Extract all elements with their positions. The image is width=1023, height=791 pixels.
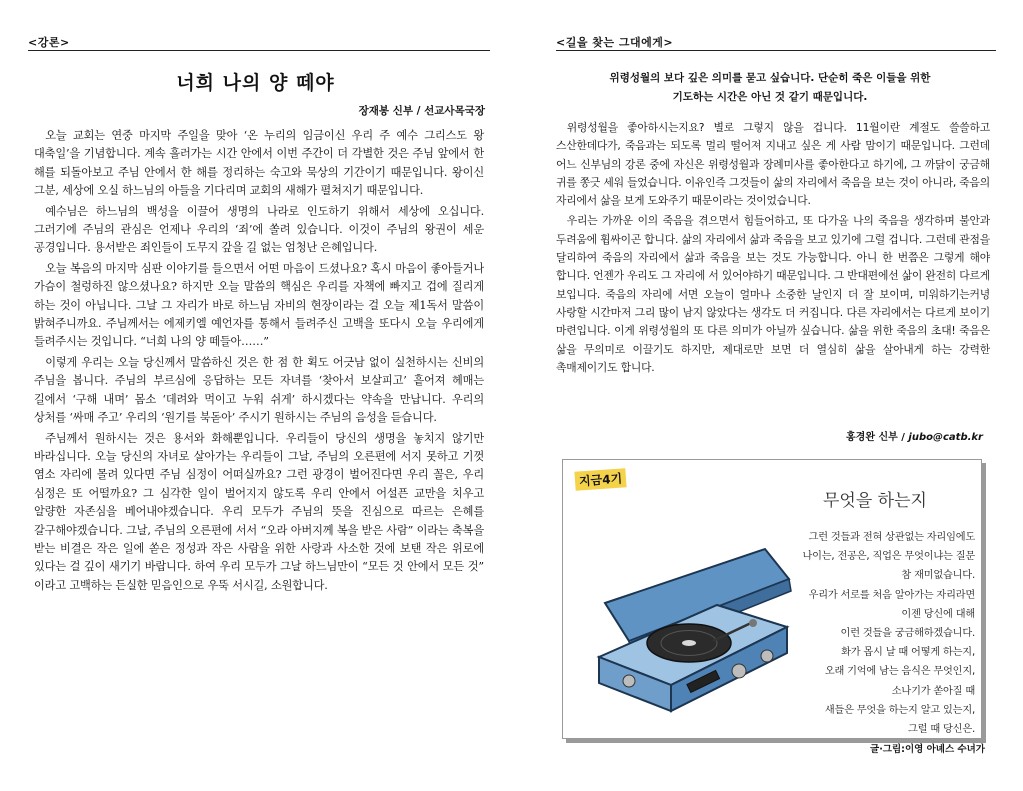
- article-title: 너희 나의 양 떼야: [176, 72, 335, 94]
- poem-line: 참 재미없습니다.: [901, 570, 975, 582]
- header-rule: [556, 50, 996, 51]
- paragraph: 예수님은 하느님의 백성을 이끌어 생명의 나라로 인도하기 위해서 세상에 오십니다. 그러기에 주님의 관심은 언제나 우리의 ‘죄’에 쏠려 있습니다. 이것이 주님의 왕권이 세운 공경입니다. 용서받은 죄인들이 도무지 갚을 길 없는 엄청난 은혜입니다.: [34, 204, 484, 255]
- illustration-credit: 글·그림:이영 아녜스 수녀가: [870, 744, 985, 755]
- record-label: [682, 640, 696, 646]
- article-byline: 장재봉 신부 / 선교사목국장: [358, 105, 485, 117]
- byline-email: jubo@catb.kr: [908, 432, 983, 443]
- speaker-grille: [732, 664, 746, 678]
- poem-line: 화가 몹시 날 때 어떻게 하는지,: [841, 647, 975, 659]
- illustration-title: 무엇을 하는지: [823, 491, 927, 511]
- paragraph: 이렇게 우리는 오늘 당신께서 말씀하신 것은 한 점 한 획도 어긋남 없이 실천하시는 신비의 주님을 봅니다. 주님의 부르심에 응답하는 모든 자녀를 ‘찾아서 보살피고’ 흩어져 헤매는 길에서 ‘구해 내며’ 몸소 ‘데려와 먹이고 누워 쉬게’ 하시겠다는 약속을 만납니다. 우리의 상처를 ‘싸매 주고’ 우리의 ‘원기를 북돋아’ 주시기 원하시는 주님의 음성을 듣습니다.: [34, 355, 484, 425]
- answer-body: [556, 119, 990, 379]
- paragraph: 주님께서 원하시는 것은 용서와 화해뿐입니다. 우리들이 당신의 생명을 놓치지 않기만 바라십니다. 오늘 당신의 자녀로 살아가는 우리들이 그날, 주님의 오른편에 서지 못하고 기껏 염소 자리에 몰려 있다면 주님 심정이 어떠실까요? 그런 광경이 벌어진다면 우리 꼴은, 우리 심정은 또 어떨까요? 그 심각한 일이 벌어지지 않도록 우리 안에서 어설픈 교만을 치우고 알량한 자존심을 베어내야겠습니다. 우리 모두가 주님의 뜻을 진심으로 따르는 은혜를 갈구해야겠습니다. 그날, 주님의 오른편에 서서 “오라 아버지께 복을 받은 사람” 이라는 축복을 받는 비결은 작은 일에 쏟은 정성과 작은 사람을 위한 사랑과 사소한 것에 보탠 작은 위로에 있다는 걸 깊이 새기기 바랍니다. 하여 우리 모두가 그날 하느님만이 “모든 것 안에서 모든 것” 이라고 고백하는 든실한 믿음인으로 우뚝 서시길, 소원합니다.: [34, 431, 484, 592]
- right-page: [512, 0, 1023, 791]
- intro-question: [570, 69, 970, 107]
- left-page: [0, 0, 511, 791]
- section-tag: <길을 찾는 그대에게>: [556, 36, 674, 49]
- speaker-grille: [623, 675, 635, 687]
- paragraph: 오늘 복음의 마지막 심판 이야기를 들으면서 어떤 마음이 드셨나요? 혹시 마음이 좋아들거나 가슴이 철렁하진 않으셨나요? 하지만 오늘 말씀의 핵심은 우리를 자책에 빠지고 겁에 질리게 하는 것이 아닙니다. 그날 그 자리가 바로 하느님 자비의 현장이라는 걸 오늘 제1독서 말씀이 밝혀주니까요. 주님께서는 에제키엘 예언자를 통해서 들려주신 고백을 또다시 오늘 우리에게 들려주시는 것입니다. “너희 나의 양 떼들아……”: [34, 261, 484, 349]
- article-body: [34, 127, 484, 597]
- section-tag: <강론>: [28, 36, 70, 49]
- poem-line: 새들은 무엇을 하는지 알고 있는지,: [824, 704, 975, 716]
- poem-line: 나이는, 전공은, 직업은 무엇이냐는 질문: [802, 551, 975, 563]
- poem-line: 이젠 당신에 대해: [901, 608, 975, 620]
- paragraph: 위령성월을 좋아하시는지요? 별로 그렇지 않을 겁니다. 11월이란 계절도 쓸쓸하고 스산한데다가, 죽음과는 되도록 멀리 떨어져 지내고 싶은 게 사람 맘이기 때문입니다. 그런데 어느 신부님의 강론 중에 자신은 위령성월과 장례미사를 좋아한다고 하기에, 그 까닭이 궁금해 귀를 쫑긋 세워 들었습니다. 이유인즉 그것들이 삶의 자리에서 죽음을 보는 것이 아니라, 죽음의 자리에서 삶을 보게 도와주기 때문이라는 것이었습니다.: [556, 121, 990, 208]
- intro-line: 위령성월의 보다 깊은 의미를 묻고 싶습니다. 단순히 죽은 이들을 위한: [609, 72, 931, 84]
- intro-line: 기도하는 시간은 아닌 것 같기 때문입니다.: [672, 91, 868, 103]
- poem: [763, 528, 975, 739]
- poem-line: 우리가 서로를 처음 알아가는 자리라면: [808, 589, 975, 601]
- poem-line: 오래 기억에 남는 음식은 무엇인지,: [824, 666, 975, 678]
- poem-line: 이런 것들을 궁금해하겠습니다.: [840, 628, 975, 640]
- header-rule: [28, 50, 490, 51]
- paragraph: 우리는 가까운 이의 죽음을 겪으면서 힘들어하고, 또 다가올 나의 죽음을 생각하며 불안과 두려움에 휩싸이곤 합니다. 삶의 자리에서 삶과 죽음을 보고 있기에 그럴 겁니다. 그런데 관점을 달리하여 죽음의 자리에서 삶과 죽음을 보는 것도 가능합니다. 아니 한 번쯤은 그렇게 해야 합니다. 언젠가 우리도 그 자리에 서 있어야하기 때문입니다. 그 반대편에선 삶이 완전히 다르게 보입니다. 죽음의 자리에 서면 오늘이 얼마나 소중한 날인지 더 잘 보이며, 미워하기는커녕 사랑할 시간마저 그리 많이 남지 않았다는 생각도 더 커집니다. 다른 자리에서는 다르게 보이기 마련입니다. 이게 위령성월의 또 다른 의미가 아닐까 싶습니다. 삶을 위한 죽음의 초대! 죽음은 삶을 무의미로 이끌기도 하지만, 제대로만 보면 더 열심히 삶을 살아내게 하는 강력한 촉매제이기도 합니다.: [556, 214, 990, 374]
- illustration-label: 지금4기: [574, 468, 626, 491]
- answer-byline: [846, 428, 983, 443]
- poem-line: 소나기가 쏟아질 때: [891, 685, 975, 697]
- poem-line: 그런 것들과 전혀 상관없는 자리임에도: [808, 532, 975, 543]
- poem-line: 그럴 때 당신은.: [908, 724, 975, 736]
- byline-name: 홍경완 신부 /: [846, 432, 905, 443]
- illustration-panel: [562, 459, 982, 739]
- paragraph: 오늘 교회는 연중 마지막 주일을 맞아 ‘온 누리의 임금이신 우리 주 예수 그리스도 왕 대축일’을 기념합니다. 계속 흘러가는 시간 안에서 이번 주간이 더 각별한 것은 주님 앞에서 한 해를 되돌아보고 주님 안에서 한 해를 정리하는 숙고와 묵상의 기간이기 때문입니다. 왕이신 그분, 세상에 오실 하느님의 아들을 기다리며 교회의 새해가 펼쳐지기 때문입니다.: [34, 129, 484, 198]
- tonearm-base: [749, 619, 757, 627]
